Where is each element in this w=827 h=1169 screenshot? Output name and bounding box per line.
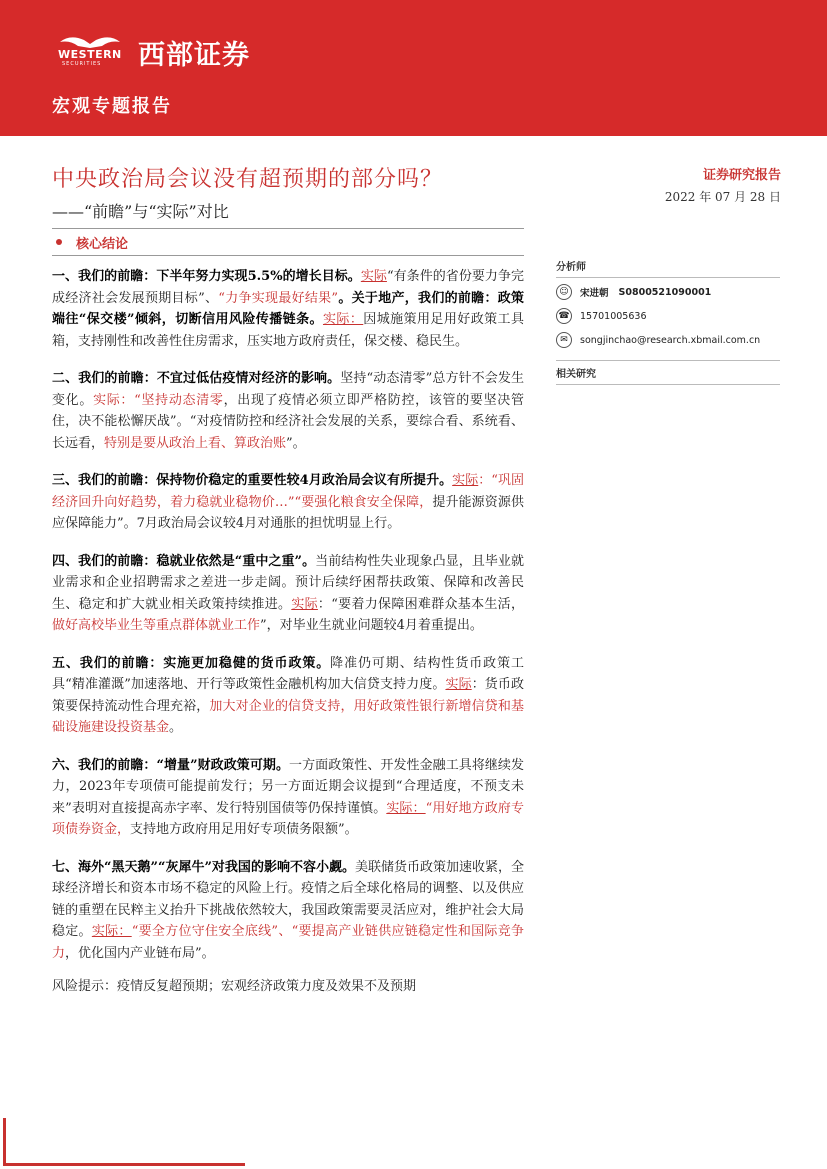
body-text: ”，对毕业生就业问题较4月着重提出。 [260,618,483,633]
phone-icon: ☎ [556,308,572,324]
actual-text: 实际： [386,800,426,816]
conclusion-paragraph [52,368,524,454]
header-banner [0,0,827,136]
section-title: 核心结论 [76,236,129,252]
forecast-text: 七、海外“黑天鹅”“灰犀牛”对我国的影响不容小觑。 [52,859,355,875]
logo-brand-text: WESTERN [58,48,122,61]
section-header [52,228,524,256]
report-title: 中央政治局会议没有超预期的部分吗？ [52,167,444,192]
corner-decoration-vertical [3,1118,6,1166]
analyst-phone: 15701005636 [580,310,647,322]
actual-text: ：“巩固经济回升向好趋势，着力稳就业稳物价…”“要强化粮食安全保障， [52,473,524,510]
actual-text: 实际 [360,269,387,284]
actual-text: 实际：“坚持动态清零 [93,392,224,408]
body-text: 当前结构性失业现象凸显，且毕业就业需求和企业招聘需求之差进一步走阔。预计后续纾困帮扶政策、保障和改善民生、稳定和扩大就业相关政策持续推进。 [52,553,524,612]
report-subtitle: ——“前瞻”与“实际”对比 [52,202,229,221]
actual-text: 加大对企业的信贷支持，用好政策性银行新增信贷和基础设施建设投资基金 [52,698,524,735]
forecast-text: 一、我们的前瞻：下半年努力实现5.5%的增长目标。 [52,269,361,284]
corner-decoration-horizontal [3,1163,245,1166]
forecast-text: 二、我们的前瞻：不宜过低估疫情对经济的影响。 [52,371,341,386]
body-text: 一方面政策性、开发性金融工具将继续发力，2023年专项债可能提前发行；另一方面近期会议提到“合理适度，不预支未来”表明对直接提高赤字率、发行特别国债等仍保持谨慎。 [52,757,524,816]
body-text: ，优化国内产业链布局”。 [65,945,215,961]
company-logo [50,32,250,72]
analyst-name: 宋进朝 [580,288,609,299]
email-icon: ✉ [556,332,572,348]
actual-text: 实际： [91,924,132,939]
body-text: ”。 [286,435,306,451]
actual-text: “要全方位守住安全底线”、“要提高产业链供应链稳定性和国际竞争力 [52,924,524,961]
analyst-phone-row [556,306,780,326]
analyst-panel [556,258,780,385]
logo-sub-text: SECURITIES [62,61,102,67]
body-text: 支持地方政府用足用好专项债务限额”。 [130,822,358,837]
analyst-label: 分析师 [556,258,780,278]
actual-text: 实际： [322,312,364,327]
report-category-label: 证券研究报告 [702,168,781,183]
actual-text: 特别是要从政治上看、算政治账 [104,435,287,451]
conclusion-paragraph [52,755,524,841]
conclusion-paragraph [52,551,524,637]
main-content [52,266,524,997]
body-text: 降准仍可期、结构性货币政策工具“精准灌溉”加速落地、开行等政策性金融机构加大信贷支持力度。 [52,655,524,692]
conclusion-list [52,266,524,964]
actual-text: “力争实现最好结果” [218,290,339,306]
actual-text: “用好地方政府专项债券资金， [52,800,524,837]
analyst-name-row [556,282,780,302]
actual-text: 做好高校毕业生等重点群体就业工作 [52,618,261,633]
body-text: “有条件的省份要力争完成经济社会发展预期目标”、 [52,269,524,306]
body-text: ：“要着力保障困难群众基本生活， [317,596,524,612]
company-name: 西部证券 [138,39,250,71]
bullet-dot-icon [56,239,62,245]
person-icon: ☺ [556,284,572,300]
analyst-email[interactable]: songjinchao@research.xbmail.com.cn [580,334,761,346]
conclusion-paragraph [52,470,524,535]
actual-text: 实际 [445,677,472,692]
related-research-label: 相关研究 [556,360,780,385]
actual-text: 实际 [452,473,479,488]
body-text: ，出现了疫情必须立即严格防控，该管的要坚决管住，决不能松懈厌战”。“对疫情防控和经济社会发展的关系，要综合看、系统看、长远看， [52,392,524,451]
forecast-text: 五、我们的前瞻：实施更加稳健的货币政策。 [52,655,331,671]
conclusion-paragraph [52,266,524,352]
forecast-text: 四、我们的前瞻：稳就业依然是“重中之重”。 [52,553,316,569]
conclusion-paragraph [52,653,524,739]
forecast-text: 。关于地产，我们的前瞻：政策端往“保交楼”倾斜，切断信用风险传播链条。 [52,290,524,327]
body-text: 提升能源资源供应保障能力”。7月政治局会议较4月对通胀的担忧明显上行。 [52,494,524,531]
analyst-sfc-number: S0800521090001 [618,286,712,298]
body-text: ：货币政策要保持流动性合理充裕， [52,677,524,714]
report-date: 2022 年 07 月 28 日 [664,190,781,204]
body-text: 坚持“动态清零”总方针不会发生变化。 [52,371,524,408]
actual-text: 实际 [291,596,318,612]
bull-logo-icon [50,34,130,70]
body-text: 。 [169,720,183,735]
risk-note: 风险提示：疫情反复超预期；宏观经济政策力度及效果不及预期 [52,979,417,994]
forecast-text: 三、我们的前瞻：保持物价稳定的重要性较4月政治局会议有所提升。 [52,473,453,488]
body-text: 美联储货币政策加速收紧，全球经济增长和资本市场不稳定的风险上行。疫情之后全球化格局的调整、以及供应链的重塑在民粹主义抬升下挑战依然较大，我国政策需要灵活应对，维护社会大局稳定。 [52,859,524,939]
analyst-email-row [556,330,780,350]
forecast-text: 六、我们的前瞻：“增量”财政政策可期。 [52,757,290,773]
conclusion-paragraph [52,857,524,965]
report-type: 宏观专题报告 [52,96,172,117]
body-text: 因城施策用足用好政策工具箱，支持刚性和改善性住房需求，压实地方政府责任，保交楼、稳民生。 [52,312,524,349]
